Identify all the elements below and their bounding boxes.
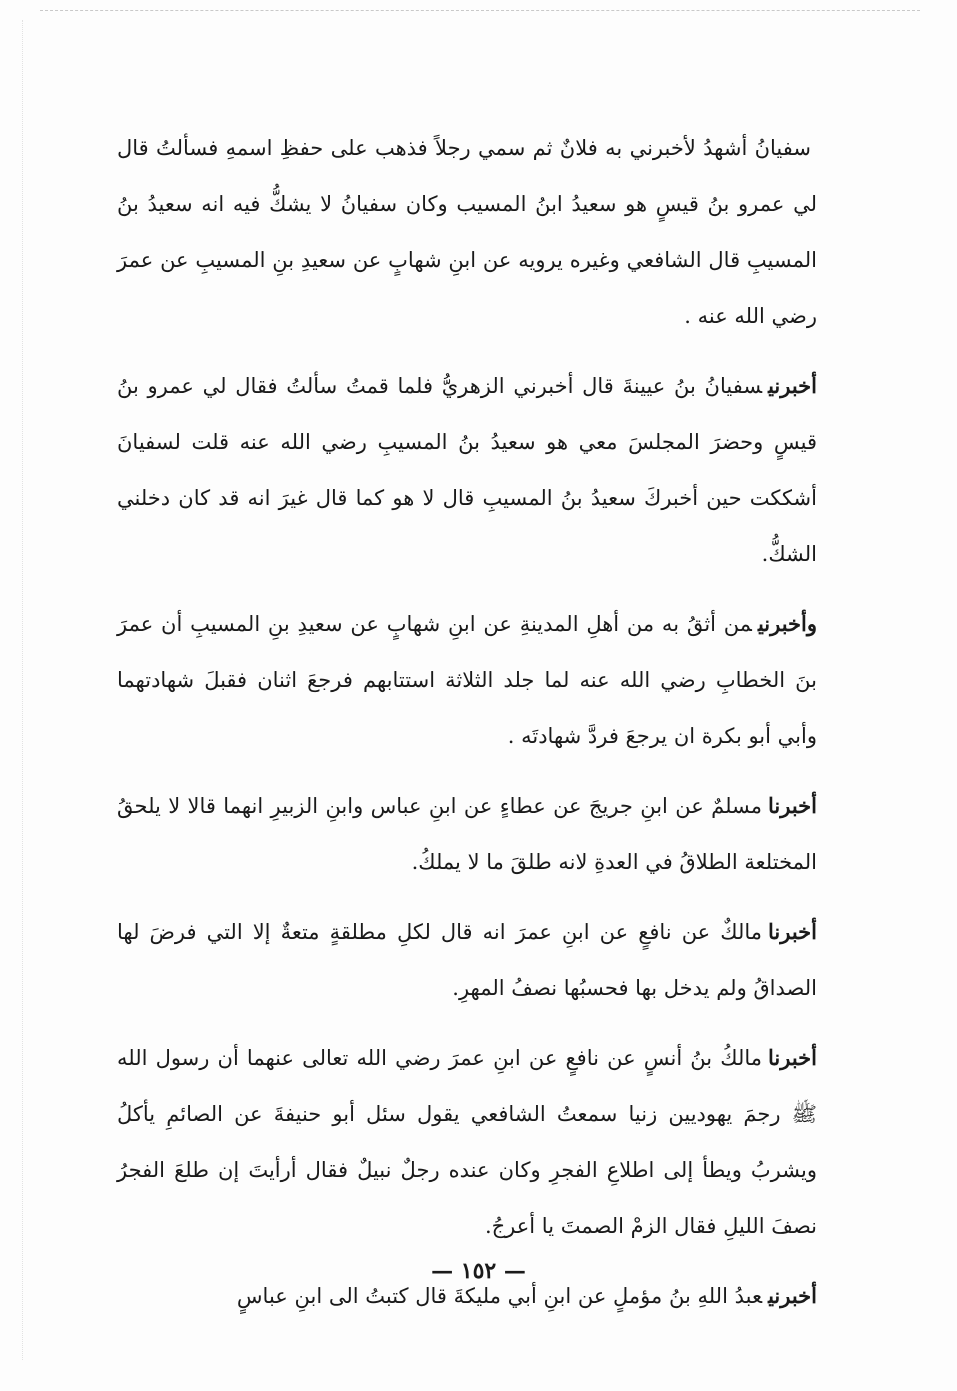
paragraph-2 [117,358,817,582]
paragraph-lead: أخبرنا [768,793,817,818]
paragraph-4 [117,778,817,890]
paragraph-lead: أخبرني [768,373,817,398]
page-number: — ١٥٢ — [431,1258,526,1284]
left-scan-edge [22,20,25,1360]
paragraph-text: سفيانُ بنُ عيينةَ قال أخبرني الزهريُّ فلما قمتُ سألتُ فقال لي عمرو بنُ قيسٍ وحضرَ المجلسَ معي هو سعيدُ بنُ المسيبِ رضي الله عنه قلت لسفيانَ أشككت حين أخبركَ سعيدُ بنُ المسيبِ قال لا هو كما قال غيرَ انه قد كان دخلني الشكُّ. [117,374,817,566]
paragraph-lead: أخبرنا [768,919,817,944]
page-body [117,120,817,1338]
paragraph-lead: وأخبرني [757,611,817,636]
paragraph-lead: أخبرنا [768,1045,817,1070]
paragraph-text: مالكٌ عن نافعٍ عن ابنِ عمرَ انه قال لكلِ مطلقةٍ متعةٌ إلا التي فرضَ لها الصداقُ ولم يدخل بها فحسبُها نصفُ المهرِ. [117,920,817,1000]
paragraph-3 [117,596,817,764]
paragraph-text: عبدُ اللهِ بنُ مؤملٍ عن ابنِ أبي مليكةَ قال كتبتُ الى ابنِ عباسٍ [236,1284,763,1308]
paragraph-6 [117,1030,817,1254]
paragraph-lead: أخبرني [768,1283,817,1308]
paragraph-text: مالكُ بنُ أنسٍ عن نافعٍ عن ابنِ عمرَ رضي الله تعالى عنهما أن رسول الله ﷺ رجمَ يهوديين زنيا سمعتُ الشافعي يقول سئل أبو حنيفةَ عن الصائمِ يأكلُ ويشربُ ويطأ إلى اطلاعِ الفجرِ وكان عنده رجلٌ نبيلٌ فقال أرأيتَ إن طلعَ الفجرُ نصفَ الليلِ فقال الزمْ الصمتَ يا أعرجُ. [117,1046,817,1238]
paragraph-1 [117,120,817,344]
top-scan-edge [40,10,920,11]
paragraph-text: سفيانُ أشهدُ لأخبرني به فلانٌ ثم سمي رجلاً فذهب على حفظِ اسمهِ فسألتُ قال لي عمرو بنُ قيسٍ هو سعيدُ ابنُ المسيب وكان سفيانُ لا يشكُّ فيه انه سعيدُ بنُ المسيبِ قال الشافعي وغيره يرويه عن ابنِ شهابٍ عن سعيدِ بنِ المسيبِ عن عمرَ رضي الله عنه . [117,136,817,328]
paragraph-text: من أثقُ به من أهلِ المدينةِ عن ابنِ شهابٍ عن سعيدِ بنِ المسيبِ أن عمرَ بنَ الخطابِ رضي الله عنه لما جلد الثلاثة استتابهم فرجعَ اثنان فقبلَ شهادتهما وأبي أبو بكرة ان يرجعَ فردَّ شهادتَه . [117,612,817,748]
paragraph-text: مسلمٌ عن ابنِ جريجَ عن عطاءٍ عن ابنِ عباس وابنِ الزبيرِ انهما قالا لا يلحقُ المختلعة الطلاقُ في العدةِ لانه طلقَ ما لا يملكُ. [117,794,817,874]
paragraph-5 [117,904,817,1016]
